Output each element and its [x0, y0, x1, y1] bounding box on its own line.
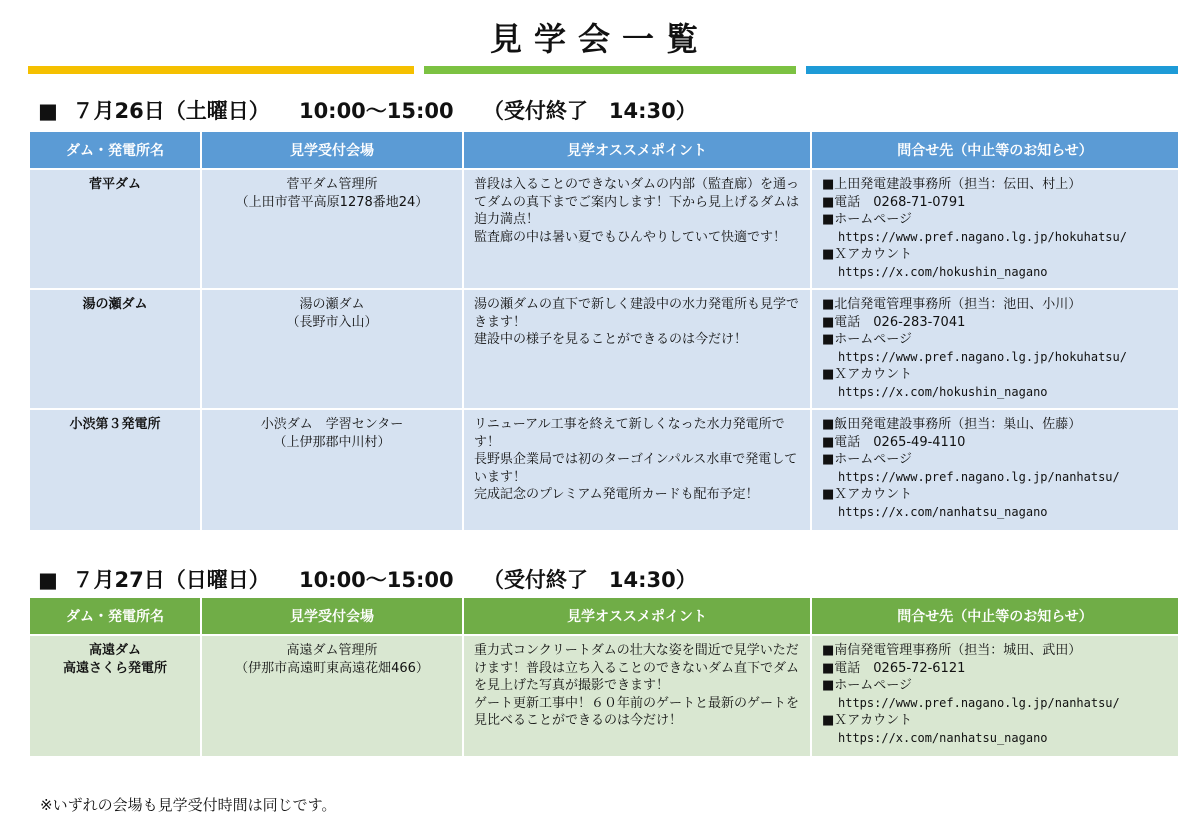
event-time: 10:00～15:00 [298, 99, 454, 123]
contact-hp-label: ■ホームページ [822, 332, 913, 348]
column-header-point: 見学オススメポイント [463, 597, 811, 635]
table-header-row [29, 597, 1179, 635]
contact-x-url[interactable]: https://x.com/hokushin_nagano [838, 384, 1048, 399]
contact-hp-url[interactable]: https://www.pref.nagano.lg.jp/hokuhatsu/ [838, 349, 1127, 364]
table-row [29, 289, 1179, 409]
contact-x-label: ■Ｘアカウント [822, 487, 913, 503]
contact-phone: ■電話 0265-49-4110 [822, 434, 966, 450]
venue-address: （長野市入山） [286, 314, 378, 330]
table-row [29, 409, 1179, 531]
contact-office: ■南信発電管理事務所（担当：城田、武田） [822, 643, 1082, 658]
column-header-venue: 見学受付会場 [201, 131, 463, 169]
column-header-name: ダム・発電所名 [29, 597, 201, 635]
contact-x-url[interactable]: https://x.com/nanhatsu_nagano [838, 730, 1048, 745]
recommend-point: 重力式コンクリートダムの壮大な姿を間近で見学いただけます！普段は立ち入ることのできないダム直下でダムを見上げた写真が撮影できます！ ゲート更新工事中！６０年前のゲートと最新のゲートを見比べることができるのは今だけ！ [463, 635, 811, 757]
venue-cell [201, 409, 463, 531]
recommend-point: 普段は入ることのできないダムの内部（監査廊）を通ってダムの真下までご案内します！下から見上げるダムは迫力満点！ 監査廊の中は暑い夏でもひんやりしていて快適です！ [463, 169, 811, 289]
event-date: ７月26日（土曜日） [72, 99, 270, 123]
contact-cell [811, 409, 1179, 531]
table-row [29, 635, 1179, 757]
contact-hp-label: ■ホームページ [822, 452, 913, 468]
contact-x-label: ■Ｘアカウント [822, 367, 913, 383]
contact-hp-label: ■ホームページ [822, 212, 913, 228]
bullet: ■ [38, 568, 58, 592]
green-bar [424, 66, 796, 74]
venue-name: 湯の瀬ダム [299, 297, 365, 312]
footnote: ※いずれの会場も見学受付時間は同じです。 [40, 796, 337, 814]
column-header-point: 見学オススメポイント [463, 131, 811, 169]
contact-x-url[interactable]: https://x.com/nanhatsu_nagano [838, 504, 1048, 519]
table-header-row [29, 131, 1179, 169]
yellow-bar [28, 66, 414, 74]
contact-x-label: ■Ｘアカウント [822, 247, 913, 263]
contact-hp-url[interactable]: https://www.pref.nagano.lg.jp/nanhatsu/ [838, 469, 1120, 484]
contact-phone: ■電話 0268-71-0791 [822, 194, 966, 210]
venue-address: （上田市菅平高原1278番地24） [235, 194, 429, 210]
facility-name: 小渋第３発電所 [29, 409, 201, 531]
contact-hp-url[interactable]: https://www.pref.nagano.lg.jp/hokuhatsu/ [838, 229, 1127, 244]
section-heading-day1 [38, 95, 697, 125]
title-underline-bars [28, 66, 1178, 74]
event-time: 10:00～15:00 [298, 568, 454, 592]
schedule-table-day1 [28, 130, 1180, 532]
schedule-table-day2 [28, 596, 1180, 758]
contact-cell [811, 289, 1179, 409]
event-deadline: （受付終了 14:30） [482, 568, 697, 592]
contact-office: ■北信発電管理事務所（担当：池田、小川） [822, 297, 1082, 312]
section-heading-day2 [38, 564, 697, 594]
facility-name: 菅平ダム [29, 169, 201, 289]
contact-office: ■上田発電建設事務所（担当：伝田、村上） [822, 177, 1082, 192]
facility-name-cell [29, 635, 201, 757]
contact-x-label: ■Ｘアカウント [822, 713, 913, 729]
venue-name: 小渋ダム 学習センター [260, 417, 404, 432]
venue-cell [201, 169, 463, 289]
contact-hp-url[interactable]: https://www.pref.nagano.lg.jp/nanhatsu/ [838, 695, 1120, 710]
page-title: 見学会一覧 [489, 20, 710, 58]
event-deadline: （受付終了 14:30） [482, 99, 697, 123]
contact-cell [811, 635, 1179, 757]
contact-office: ■飯田発電建設事務所（担当：巣山、佐藤） [822, 417, 1082, 432]
venue-address: （上伊那郡中川村） [273, 434, 391, 450]
contact-phone: ■電話 026-283-7041 [822, 314, 966, 330]
facility-name: 湯の瀬ダム [29, 289, 201, 409]
column-header-contact: 問合せ先（中止等のお知らせ） [811, 597, 1179, 635]
contact-cell [811, 169, 1179, 289]
facility-name: 高遠ダム [88, 643, 141, 658]
contact-x-url[interactable]: https://x.com/hokushin_nagano [838, 264, 1048, 279]
table-row [29, 169, 1179, 289]
column-header-name: ダム・発電所名 [29, 131, 201, 169]
column-header-contact: 問合せ先（中止等のお知らせ） [811, 131, 1179, 169]
venue-address: （伊那市高遠町東高遠花畑466） [235, 660, 429, 676]
contact-hp-label: ■ホームページ [822, 678, 913, 694]
venue-cell [201, 635, 463, 757]
facility-name-2: 高遠さくら発電所 [62, 660, 167, 676]
recommend-point: リニューアル工事を終えて新しくなった水力発電所です！ 長野県企業局では初のターゴインパルス水車で発電しています！ 完成記念のプレミアム発電所カードも配布予定！ [463, 409, 811, 531]
venue-name: 菅平ダム管理所 [286, 177, 378, 192]
recommend-point: 湯の瀬ダムの直下で新しく建設中の水力発電所も見学できます！ 建設中の様子を見ることができるのは今だけ！ [463, 289, 811, 409]
contact-phone: ■電話 0265-72-6121 [822, 660, 966, 676]
event-date: ７月27日（日曜日） [72, 568, 270, 592]
blue-bar [806, 66, 1178, 74]
bullet: ■ [38, 99, 58, 123]
venue-name: 高遠ダム管理所 [286, 643, 378, 658]
venue-cell [201, 289, 463, 409]
column-header-venue: 見学受付会場 [201, 597, 463, 635]
